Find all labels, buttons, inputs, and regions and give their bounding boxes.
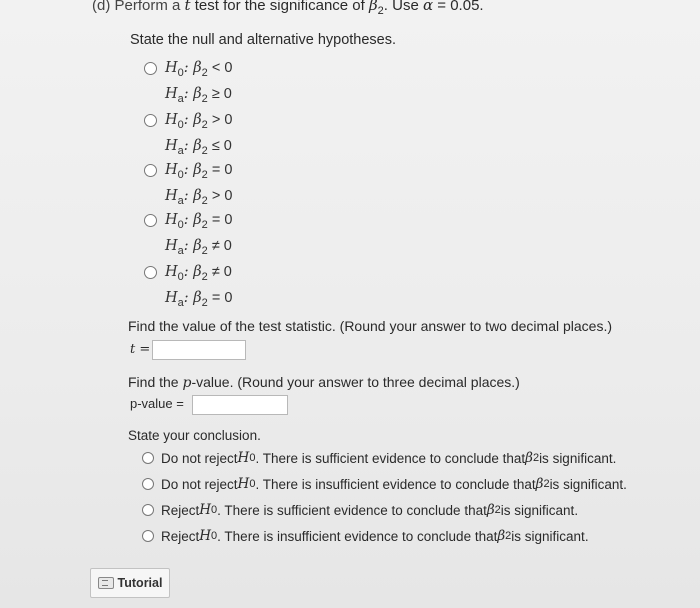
conclusion-option-4[interactable]: Reject H 0 . There is insufficient evidence to conclude that β 2 is significant.: [142, 528, 589, 544]
radio-button[interactable]: [144, 164, 157, 177]
p-value-question: Find the p-value. (Round your answer to three decimal places.): [128, 374, 520, 391]
test-statistic-input[interactable]: [152, 340, 246, 360]
hypothesis-option-3[interactable]: $H_0$: $\beta_2 = 0$ $H_a$: $\beta_2 > 0$: [144, 160, 232, 212]
radio-button[interactable]: [142, 530, 154, 542]
question-header: (d) Perform a t test for the significance of $\beta_2$. Use α = 0.05.: [92, 0, 484, 17]
radio-button[interactable]: [144, 214, 157, 227]
tutorial-label: Tutorial: [117, 576, 163, 590]
hypothesis-option-5[interactable]: $H_0$: $\beta_2 \ne 0$ $H_a$: $\beta_2 = 0$: [144, 262, 232, 314]
hypotheses-prompt: State the null and alternative hypotheses.: [130, 32, 397, 48]
p-value-label: p-value =: [130, 396, 184, 411]
hypothesis-option-4[interactable]: $H_0$: $\beta_2 = 0$ $H_a$: $\beta_2 \ne 0$: [144, 210, 232, 262]
test-statistic-question: Find the value of the test statistic. (Round your answer to two decimal places.): [128, 318, 613, 334]
t-label: t =: [130, 342, 151, 357]
conclusion-option-1[interactable]: Do not reject H 0 . There is sufficient evidence to conclude that β 2 is significant.: [142, 450, 616, 466]
hypothesis-option-2[interactable]: $H_0$: $\beta_2 > 0$ $H_a$: $\beta_2 \le 0$: [144, 110, 232, 162]
radio-button[interactable]: [142, 478, 154, 490]
hypothesis-option-1[interactable]: $H_0$: $\beta_2 < 0$ $H_a$: $\beta_2 \ge 0$: [144, 58, 232, 110]
tutorial-book-icon: [98, 577, 114, 589]
radio-button[interactable]: [142, 452, 154, 464]
p-value-input[interactable]: [192, 395, 288, 415]
conclusion-option-2[interactable]: Do not reject H 0 . There is insufficient evidence to conclude that β 2 is significant.: [142, 476, 627, 492]
radio-button[interactable]: [144, 114, 157, 127]
conclusion-option-3[interactable]: Reject H 0 . There is sufficient evidence to conclude that β 2 is significant.: [142, 502, 578, 518]
conclusion-question: State your conclusion.: [128, 428, 261, 443]
tutorial-button[interactable]: [90, 568, 170, 598]
radio-button[interactable]: [144, 266, 157, 279]
radio-button[interactable]: [142, 504, 154, 516]
radio-button[interactable]: [144, 62, 157, 75]
